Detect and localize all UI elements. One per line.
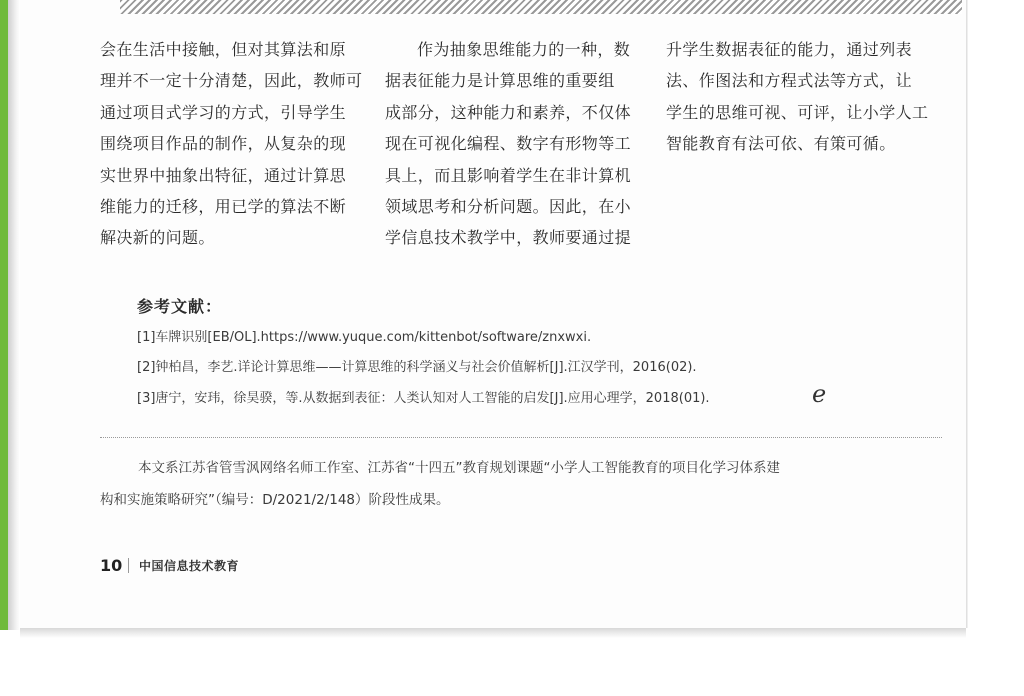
column-line: 学生的思维可视、可评，让小学人工 [666,102,929,122]
page-number: 10 [100,556,123,575]
column-line: 通过项目式学习的方式，引导学生 [100,102,347,122]
column-line: 具上，而且影响着学生在非计算机 [385,165,632,185]
text-column-1 [100,34,363,254]
references-heading: 参考文献： [137,297,223,316]
footer-separator [128,558,129,573]
column-line: 成部分，这种能力和素养，不仅体 [385,102,632,122]
reference-item: [2]钟柏昌，李艺.详论计算思维——计算思维的科学涵义与社会价值解析[J].江汉学刊，2016(02). [137,360,697,375]
column-line: 会在生活中接触，但对其算法和原 [100,40,347,59]
text-column-3 [666,34,928,160]
footnote-line: 构和实施策略研究”（编号：D/2021/2/148）阶段性成果。 [100,492,450,508]
column-line: 维能力的迁移，用已学的算法不断 [100,197,347,217]
header-hatch-rule [120,0,962,14]
journal-name: 中国信息技术教育 [139,559,240,573]
page-right-margin [966,0,1024,696]
reference-item: [1]车牌识别[EB/OL].https://www.yuque.com/kittenbot/software/znxwxi. [137,330,592,345]
column-line: 作为抽象思维能力的一种，数 [417,40,631,59]
footnote-line: 本文系江苏省管雪沨网络名师工作室、江苏省“十四五”教育规划课题“小学人工智能教育的项目化学习体系建 [138,460,780,476]
page-right-edge [966,0,968,628]
page-bottom-shadow [20,628,966,638]
column-line: 现在可视化编程、数字有形物等工 [385,134,632,154]
column-line: 学信息技术教学中，教师要通过提 [385,228,632,248]
column-line: 据表征能力是计算思维的重要组 [385,71,615,91]
article-end-mark: e [812,380,827,408]
spine-green-strip [0,0,8,630]
footnote-divider [100,437,942,438]
column-line: 智能教育有法可依、有策可循。 [666,134,896,154]
spine-shadow [8,0,20,630]
funding-footnote [100,452,942,516]
column-line: 实世界中抽象出特征，通过计算思 [100,165,347,185]
column-line: 升学生数据表征的能力，通过列表 [666,40,913,59]
column-line: 领域思考和分析问题。因此，在小 [385,197,632,217]
column-line: 解决新的问题。 [100,228,215,248]
column-line: 理并不一定十分清楚，因此，教师可 [100,71,363,91]
text-column-2 [385,34,637,254]
column-line: 围绕项目作品的制作，从复杂的现 [100,134,347,154]
column-line: 法、作图法和方程式法等方式，让 [666,71,913,91]
reference-item: [3]唐宁，安玮，徐昊骙，等.从数据到表征：人类认知对人工智能的启发[J].应用心理学，2018(01). [137,391,710,406]
